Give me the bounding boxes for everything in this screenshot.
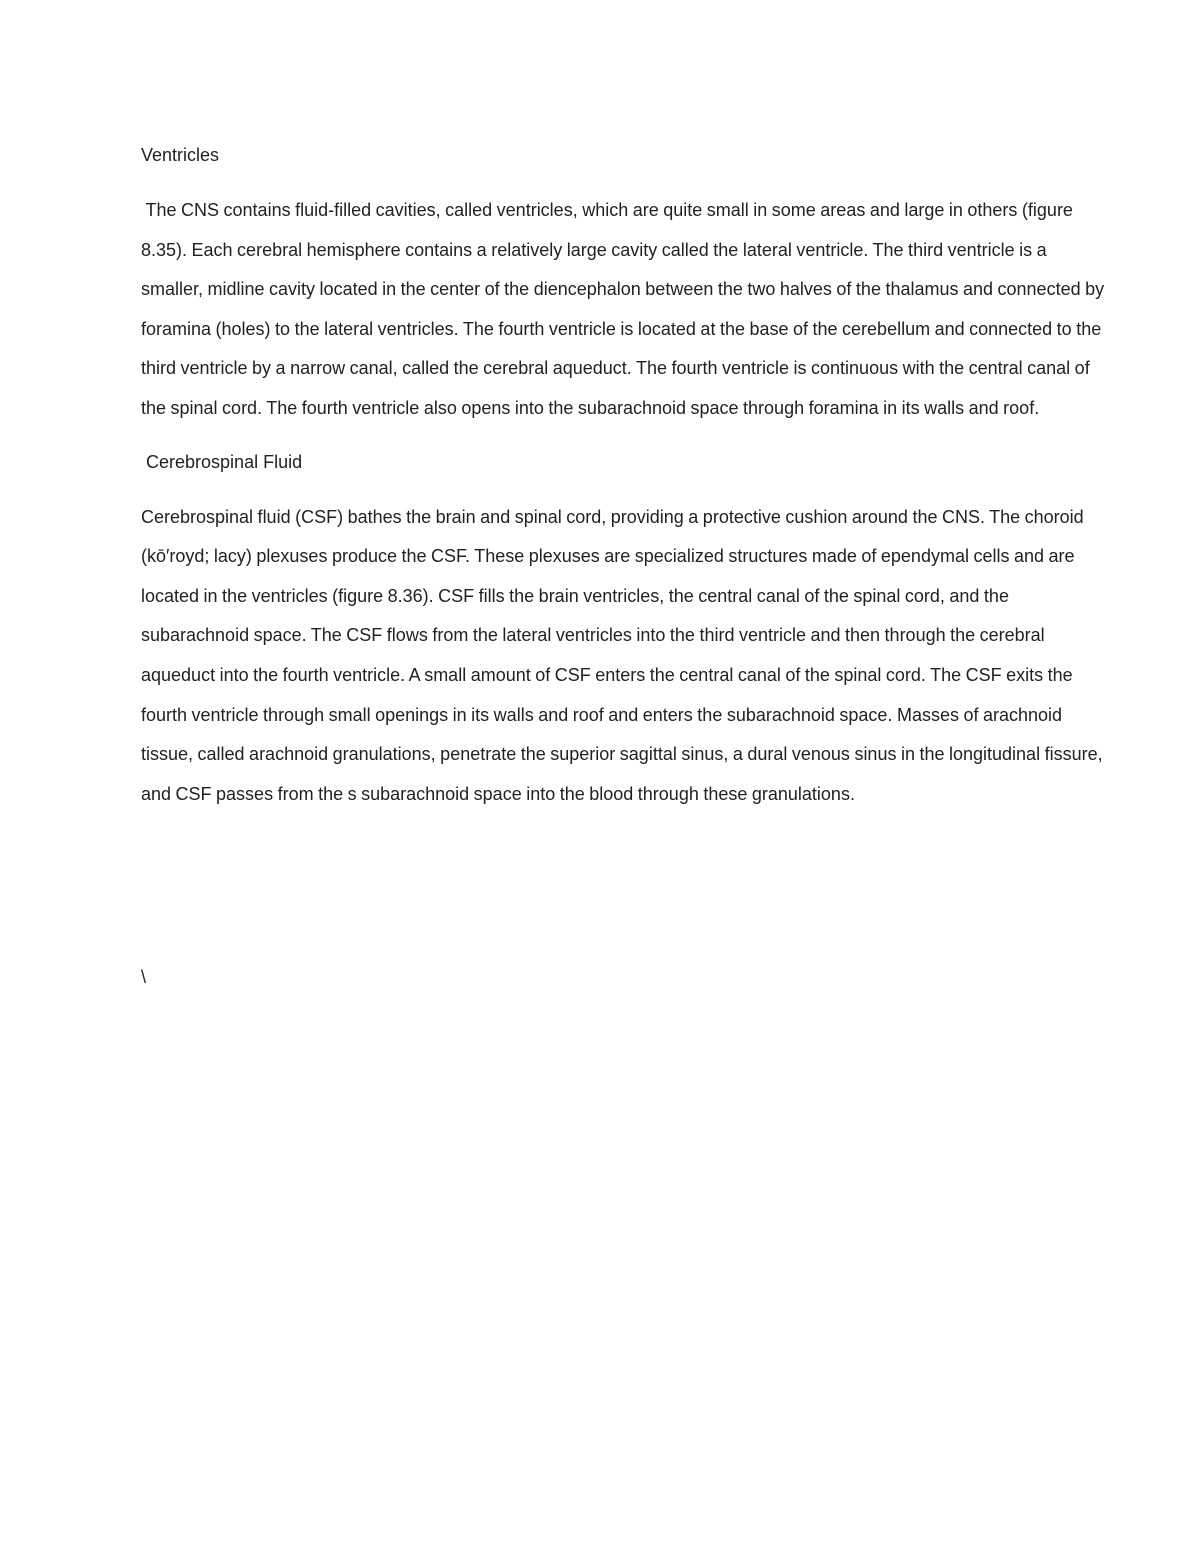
- heading-ventricles: Ventricles: [141, 145, 220, 165]
- paragraph-cerebrospinal-fluid: Cerebrospinal fluid (CSF) bathes the brain and spinal cord, providing a protective cushion around the CNS. The choroid (kō′royd; lacy) plexuses produce the CSF. These plexuses are specialized structures made of ependymal cells and are located in the ventricles (figure 8.36). CSF fills the brain ventricles, the central canal of the spinal cord, and the subarachnoid space. The CSF flows from the lateral ventricles into the third ventricle and then through the cerebral aqueduct into the fourth ventricle. A small amount of CSF enters the central canal of the spinal cord. The CSF exits the fourth ventricle through small openings in its walls and roof and enters the subarachnoid space. Masses of arachnoid tissue, called arachnoid granulations, penetrate the superior sagittal sinus, a dural venous sinus in the longitudinal fissure, and CSF passes from the s subarachnoid space into the blood through these granulations.: [141, 506, 1103, 804]
- heading-cerebrospinal-fluid: Cerebrospinal Fluid: [141, 451, 303, 472]
- paragraph-ventricles: The CNS contains fluid-filled cavities, called ventricles, which are quite small in some areas and large in others (figure 8.35). Each cerebral hemisphere contains a relatively large cavity called the lateral ventricle. The third ventricle is a smaller, midline cavity located in the center of the diencephalon between the two halves of the thalamus and connected by foramina (holes) to the lateral ventricles. The fourth ventricle is located at the base of the cerebellum and connected to the third ventricle by a narrow canal, called the cerebral aqueduct. The fourth ventricle is continuous with the central canal of the spinal cord. The fourth ventricle also opens into the subarachnoid space through foramina in its walls and roof.: [141, 200, 1109, 418]
- trailing-backslash: \: [141, 967, 147, 987]
- document-body: [141, 136, 1113, 987]
